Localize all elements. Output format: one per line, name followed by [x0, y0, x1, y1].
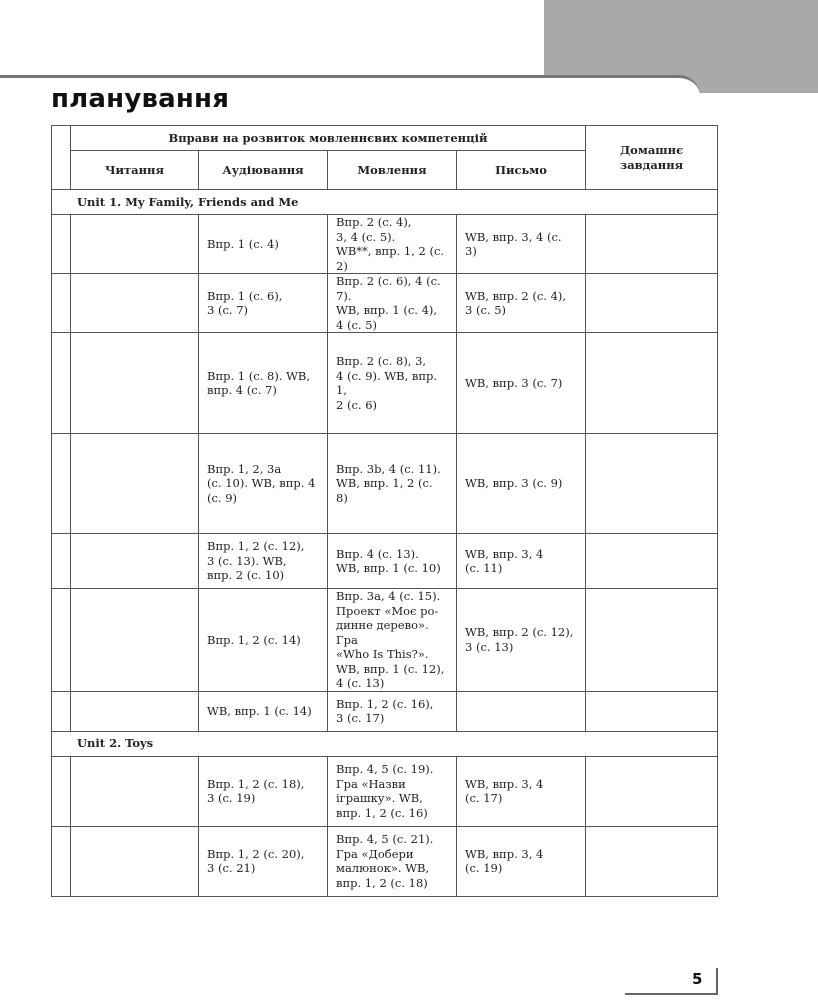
page-number: 5 — [692, 970, 703, 988]
listening-text-line: Впр. 1, 2 (с. 12), — [207, 539, 305, 554]
speaking-text-line: 2 (с. 6) — [336, 397, 378, 412]
row-blank-cell — [52, 434, 71, 534]
speaking-text-line: WB, впр. 1, 2 (с. 8) — [336, 476, 433, 505]
table-row — [52, 333, 718, 434]
writing-text-line: WB, впр. 3 (с. 7) — [465, 375, 563, 390]
writing-cell — [457, 826, 586, 896]
writing-cell — [457, 333, 586, 434]
listening-cell — [199, 215, 328, 274]
row-blank-cell — [52, 691, 71, 731]
speaking-text-line: WB**, впр. 1, 2 (с. 2) — [336, 244, 445, 273]
footer-line — [625, 993, 718, 995]
section-title: Unit 1. My Family, Friends and Me — [52, 190, 718, 215]
speaking-text-line: Впр. 4, 5 (с. 19). — [336, 762, 434, 776]
speaking-cell — [328, 215, 457, 274]
writing-text-line: WB, впр. 2 (с. 12), — [465, 625, 574, 640]
reading-cell — [71, 333, 199, 434]
writing-text-line: (с. 11) — [465, 561, 503, 575]
writing-text-line: (с. 19) — [465, 861, 503, 875]
speaking-text-line: WB, впр. 1 (с. 10) — [336, 561, 441, 575]
homework-cell — [586, 756, 718, 826]
table-row — [52, 434, 718, 534]
speaking-cell — [328, 756, 457, 826]
listening-text-line: Впр. 1, 2 (с. 20), — [207, 846, 305, 861]
listening-cell — [199, 333, 328, 434]
listening-text-line: впр. 4 (с. 7) — [207, 383, 277, 397]
speaking-text-line: Впр. 4, 5 (с. 21). — [336, 832, 434, 846]
speaking-text-line: 4 (с. 9). WB, впр. 1, — [336, 368, 438, 397]
homework-cell — [586, 274, 718, 333]
homework-cell — [586, 434, 718, 534]
listening-text-line: WB, впр. 1 (с. 14) — [207, 703, 312, 718]
header-reading: Читання — [71, 151, 199, 190]
homework-cell — [586, 534, 718, 589]
row-blank-cell — [52, 215, 71, 274]
listening-text-line: Впр. 1 (с. 8). WB, — [207, 368, 311, 383]
speaking-text-line: Проект «Моє ро- — [336, 603, 439, 618]
listening-cell — [199, 756, 328, 826]
header-listening: Аудіювання — [199, 151, 328, 190]
writing-text-line: WB, впр. 3, 4 — [465, 776, 544, 791]
speaking-text-line: малюнок». WB, — [336, 861, 430, 875]
speaking-text-line: Впр. 3a, 4 (с. 15). — [336, 589, 441, 603]
page-title: планування — [51, 84, 230, 114]
writing-text-line: WB, впр. 3, 4 — [465, 546, 544, 561]
header-row-group — [52, 126, 718, 151]
listening-text-line: впр. 2 (с. 10) — [207, 568, 285, 583]
planning-table — [51, 125, 718, 897]
speaking-cell — [328, 826, 457, 896]
footer-vline — [716, 968, 718, 994]
table-body — [52, 190, 718, 897]
reading-cell — [71, 691, 199, 731]
speaking-cell — [328, 333, 457, 434]
reading-cell — [71, 534, 199, 589]
writing-cell — [457, 215, 586, 274]
speaking-cell — [328, 691, 457, 731]
reading-cell — [71, 589, 199, 692]
speaking-text-line: «Who Is This?». — [336, 647, 429, 661]
header-writing: Письмо — [457, 151, 586, 190]
listening-text-line: Впр. 1, 2, 3a — [207, 461, 282, 476]
table-row — [52, 691, 718, 731]
writing-cell — [457, 274, 586, 333]
speaking-text-line: 3 (с. 17) — [336, 711, 385, 725]
table-row — [52, 534, 718, 589]
speaking-cell — [328, 589, 457, 692]
listening-text-line: Впр. 1 (с. 6), — [207, 288, 283, 303]
homework-cell — [586, 589, 718, 692]
homework-cell — [586, 333, 718, 434]
speaking-text-line: 4 (с. 5) — [336, 317, 378, 332]
speaking-text-line: WB, впр. 1 (с. 4), — [336, 303, 438, 317]
writing-cell — [457, 756, 586, 826]
table-row — [52, 756, 718, 826]
listening-cell — [199, 274, 328, 333]
speaking-text-line: WB, впр. 1 (с. 12), — [336, 661, 445, 676]
listening-cell — [199, 434, 328, 534]
writing-text-line: WB, впр. 3, 4 — [465, 846, 544, 861]
reading-cell — [71, 434, 199, 534]
homework-cell — [586, 826, 718, 896]
writing-text-line: WB, впр. 3, 4 (с. 3) — [465, 229, 562, 258]
writing-text-line: WB, впр. 2 (с. 4), — [465, 288, 567, 303]
header-group-cell: Вправи на розвиток мовленнєвих компетенцій — [71, 126, 586, 151]
speaking-text-line: Впр. 2 (с. 8), 3, — [336, 354, 427, 368]
row-blank-cell — [52, 534, 71, 589]
reading-cell — [71, 274, 199, 333]
reading-cell — [71, 826, 199, 896]
listening-cell — [199, 826, 328, 896]
section-row — [52, 731, 718, 756]
writing-cell — [457, 534, 586, 589]
reading-cell — [71, 215, 199, 274]
row-blank-cell — [52, 274, 71, 333]
writing-text-line: 3 (с. 13) — [465, 639, 514, 654]
speaking-text-line: 4 (с. 13) — [336, 676, 385, 690]
reading-cell — [71, 756, 199, 826]
writing-cell — [457, 434, 586, 534]
listening-cell — [199, 534, 328, 589]
listening-text-line: (с. 9) — [207, 490, 238, 505]
header-homework-cell — [586, 126, 718, 190]
homework-cell — [586, 691, 718, 731]
section-row — [52, 190, 718, 215]
writing-cell — [457, 691, 586, 731]
header-speaking: Мовлення — [328, 151, 457, 190]
speaking-cell — [328, 274, 457, 333]
row-blank-cell — [52, 333, 71, 434]
speaking-text-line: Гра «Назви — [336, 776, 406, 791]
speaking-text-line: впр. 1, 2 (с. 16) — [336, 805, 428, 820]
listening-cell — [199, 691, 328, 731]
table-row — [52, 589, 718, 692]
speaking-text-line: Впр. 4 (с. 13). — [336, 546, 419, 561]
row-blank-cell — [52, 589, 71, 692]
listening-text-line: 3 (с. 13). WB, — [207, 553, 287, 568]
listening-text-line: Впр. 1 (с. 4) — [207, 236, 279, 251]
speaking-text-line: впр. 1, 2 (с. 18) — [336, 875, 428, 890]
speaking-text-line: Гра «Добери — [336, 846, 414, 861]
speaking-text-line: Впр. 3b, 4 (с. 11). — [336, 461, 441, 476]
table-row — [52, 274, 718, 333]
listening-text-line: 3 (с. 7) — [207, 303, 249, 317]
homework-cell — [586, 215, 718, 274]
speaking-text-line: Впр. 1, 2 (с. 16), — [336, 696, 434, 711]
writing-text-line: 3 (с. 5) — [465, 303, 507, 317]
header-homework: Домашнє завдання — [619, 142, 684, 172]
header-blank-cell — [52, 126, 71, 190]
listening-text-line: (с. 10). WB, впр. 4 — [207, 476, 316, 491]
listening-text-line: Впр. 1, 2 (с. 18), — [207, 776, 305, 791]
table-row — [52, 826, 718, 896]
speaking-text-line: 3, 4 (с. 5). — [336, 229, 396, 244]
listening-cell — [199, 589, 328, 692]
row-blank-cell — [52, 756, 71, 826]
section-title: Unit 2. Toys — [52, 731, 718, 756]
speaking-text-line: Впр. 2 (с. 6), 4 (с. 7). — [336, 274, 441, 303]
speaking-text-line: динне дерево». Гра — [336, 618, 429, 647]
writing-cell — [457, 589, 586, 692]
writing-text-line: WB, впр. 3 (с. 9) — [465, 476, 563, 491]
speaking-text-line: Впр. 2 (с. 4), — [336, 215, 412, 229]
row-blank-cell — [52, 826, 71, 896]
listening-text-line: 3 (с. 19) — [207, 791, 256, 805]
table-row — [52, 215, 718, 274]
writing-text-line: (с. 17) — [465, 791, 503, 805]
speaking-cell — [328, 434, 457, 534]
listening-text-line: 3 (с. 21) — [207, 861, 256, 875]
speaking-text-line: іграшку». WB, — [336, 791, 423, 805]
listening-text-line: Впр. 1, 2 (с. 14) — [207, 632, 301, 647]
speaking-cell — [328, 534, 457, 589]
